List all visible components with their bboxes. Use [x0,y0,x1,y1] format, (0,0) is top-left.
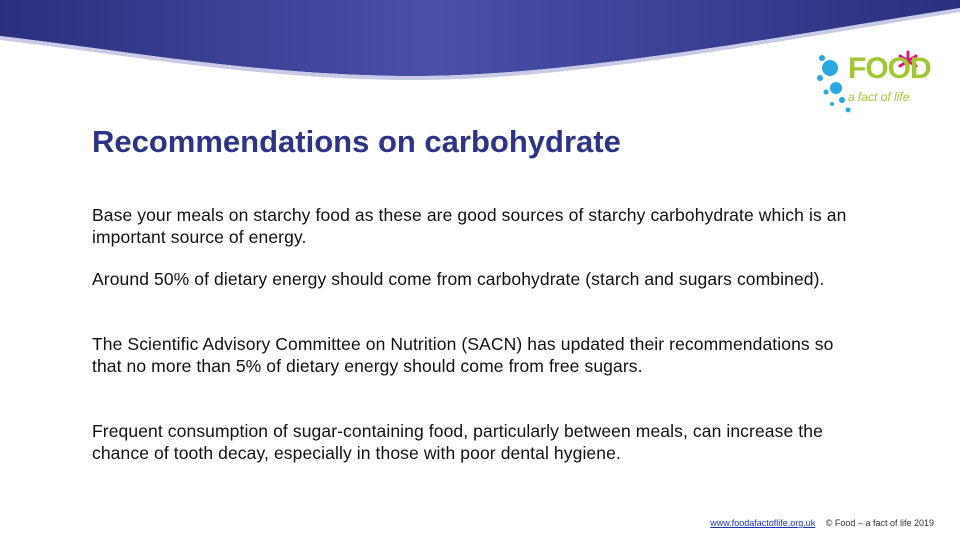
footer [710,518,934,528]
food-a-fact-of-life-logo [812,44,931,120]
paragraph-sacn: The Scientific Advisory Committee on Nutrition (SACN) has updated their recommendations so that no more than 5% of dietary energy should come from free sugars. [92,334,834,376]
paragraph-tooth-decay: Frequent consumption of sugar-containing food, particularly between meals, can increase the chance of tooth decay, especially in those with poor dental hygiene. [92,421,823,463]
paragraph-starchy-food: Base your meals on starchy food as these are good sources of starchy carbohydrate which is an important source of energy. [92,205,847,247]
logo-word: FOOD [848,52,931,85]
paragraph-dietary-energy: Around 50% of dietary energy should come from carbohydrate (starch and sugars combined). [92,269,825,289]
website-link[interactable]: www.foodafactoflife.org.uk [710,518,816,528]
slide-title: Recommendations on carbohydrate [92,124,621,159]
logo-tagline: a fact of life [848,90,910,104]
copyright-text: © Food – a fact of life 2019 [825,518,934,528]
